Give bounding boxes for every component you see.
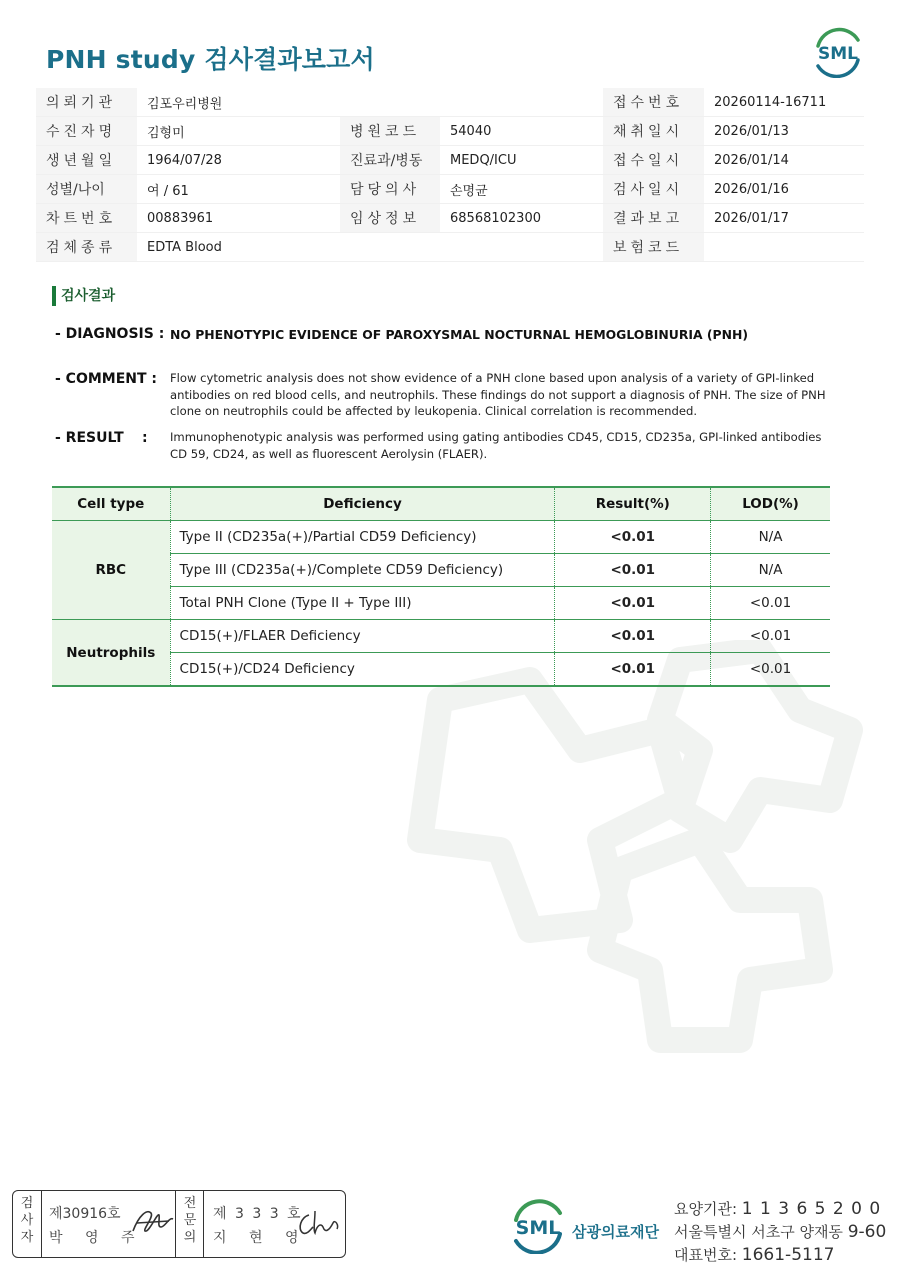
info-label (340, 233, 440, 262)
section-title: 검사결과 (52, 286, 115, 306)
lod-cell: <0.01 (711, 653, 830, 687)
info-value (704, 233, 864, 262)
sml-logo-text: SML (818, 44, 858, 64)
result-cell: <0.01 (555, 521, 711, 554)
info-label: 진료과/병동 (340, 146, 440, 175)
phone-label: 대표번호: (674, 1246, 742, 1264)
info-value: 김형미 (137, 117, 340, 146)
lod-cell: <0.01 (711, 620, 830, 653)
diagnosis-text: NO PHENOTYPIC EVIDENCE OF PAROXYSMAL NOCTURNAL HEMOGLOBINURIA (PNH) (170, 327, 749, 342)
signature-box (12, 1190, 346, 1258)
institution-code-label: 요양기관: (674, 1200, 742, 1218)
info-value: 54040 (440, 117, 603, 146)
institution-code-value: 1 1 3 6 5 2 0 0 (741, 1199, 882, 1219)
sml-footer-logo-text: SML (515, 1217, 561, 1239)
info-value: 여 / 61 (137, 175, 340, 204)
table-row (52, 521, 830, 554)
phone-line (674, 1244, 834, 1265)
info-row (36, 88, 864, 117)
info-row (36, 175, 864, 204)
examiner-signature-icon (129, 1205, 175, 1237)
info-label: 성별/나이 (36, 175, 137, 204)
result-text: Immunophenotypic analysis was performed using gating antibodies CD45, CD15, CD235a, GPI-linked antibodies CD 59, CD24, as well as fluorescent Aerolysin (FLAER). (170, 430, 822, 461)
deficiency-cell: CD15(+)/CD24 Deficiency (170, 653, 555, 687)
deficiency-cell: Type II (CD235a(+)/Partial CD59 Deficiency) (170, 521, 555, 554)
comment-label: - COMMENT : (55, 371, 158, 387)
specialist-signature-icon (295, 1207, 341, 1239)
result-table (52, 486, 830, 687)
info-label: 접수번호 (603, 88, 704, 117)
lod-cell: N/A (711, 554, 830, 587)
result-cell: <0.01 (555, 620, 711, 653)
lod-cell: N/A (711, 521, 830, 554)
foundation-name: 삼광의료재단 (572, 1223, 659, 1241)
info-label: 생년월일 (36, 146, 137, 175)
info-label (340, 88, 440, 117)
info-value: 20260114-16711 (704, 88, 864, 117)
examiner-license-no: 제30916호 (49, 1206, 121, 1222)
info-label: 검사일시 (603, 175, 704, 204)
info-label: 차트번호 (36, 204, 137, 233)
header-result: Result(%) (555, 487, 711, 521)
result-cell: <0.01 (555, 554, 711, 587)
info-label: 임상정보 (340, 204, 440, 233)
examiner-label (16, 1195, 38, 1246)
specialist-label-char: 의 (183, 1230, 197, 1245)
info-row (36, 117, 864, 146)
result-table-header (52, 487, 830, 521)
info-value: 1964/07/28 (137, 146, 340, 175)
info-label: 보험코드 (603, 233, 704, 262)
sml-logo-icon (810, 26, 866, 78)
examiner-label-char: 자 (20, 1230, 34, 1245)
info-value: MEDQ/ICU (440, 146, 603, 175)
info-label: 결과보고 (603, 204, 704, 233)
info-row (36, 146, 864, 175)
info-label: 채취일시 (603, 117, 704, 146)
info-value: 2026/01/16 (704, 175, 864, 204)
deficiency-cell: CD15(+)/FLAER Deficiency (170, 620, 555, 653)
examiner-label-char: 사 (20, 1213, 34, 1228)
header-deficiency: Deficiency (170, 487, 555, 521)
examiner-name: 박 영 주 (49, 1230, 144, 1246)
address-label: 서울특별시 서초구 양재동 (674, 1223, 848, 1241)
deficiency-cell: Total PNH Clone (Type II + Type III) (170, 587, 555, 620)
info-value: 2026/01/13 (704, 117, 864, 146)
watermark-cross-icon (380, 640, 880, 1060)
comment-text: Flow cytometric analysis does not show evidence of a PNH clone based upon analysis of a variety of GPI-linked antibodies on red blood cells, and neutrophils. These findings do not support a diagnosis of PNH. The size of PNH clone on neutrophils could be affected by leukopenia. Clinical correlation is recommended. (170, 371, 826, 418)
sml-footer-logo-icon (508, 1198, 568, 1254)
info-row (36, 233, 864, 262)
specialist-label-char: 문 (183, 1213, 197, 1228)
report-title: PNH study 검사결과보고서 (46, 45, 375, 74)
specialist-label (179, 1195, 201, 1246)
header-lod: LOD(%) (711, 487, 830, 521)
result-cell: <0.01 (555, 653, 711, 687)
info-value: 2026/01/17 (704, 204, 864, 233)
specialist-name: 지 현 영 (213, 1230, 308, 1246)
info-value: 00883961 (137, 204, 340, 233)
table-row (52, 620, 830, 653)
diagnosis-label: - DIAGNOSIS : (55, 326, 165, 342)
result-colon: : (142, 430, 148, 446)
institution-code-line (674, 1198, 881, 1219)
phone-value: 1661-5117 (741, 1245, 835, 1265)
info-value: EDTA Blood (137, 233, 340, 262)
result-label: - RESULT (55, 430, 124, 446)
group-rbc: RBC (52, 521, 170, 620)
specialist-license-no: 제 3 3 3 호 (213, 1206, 303, 1222)
info-label: 의뢰기관 (36, 88, 137, 117)
info-value (440, 88, 603, 117)
deficiency-cell: Type III (CD235a(+)/Complete CD59 Deficiency) (170, 554, 555, 587)
group-neutrophils: Neutrophils (52, 620, 170, 687)
info-value: 2026/01/14 (704, 146, 864, 175)
info-row (36, 204, 864, 233)
info-label: 담당의사 (340, 175, 440, 204)
info-label: 검체종류 (36, 233, 137, 262)
info-value: 68568102300 (440, 204, 603, 233)
patient-info-table (36, 88, 864, 262)
info-label: 병원코드 (340, 117, 440, 146)
info-value: 김포우리병원 (137, 88, 340, 117)
lod-cell: <0.01 (711, 587, 830, 620)
address-value: 9-60 (847, 1222, 887, 1242)
specialist-label-char: 전 (183, 1196, 197, 1211)
header-cell-type: Cell type (52, 487, 170, 521)
info-label: 접수일시 (603, 146, 704, 175)
address-line (674, 1221, 886, 1242)
info-value: 손명균 (440, 175, 603, 204)
examiner-label-char: 검 (20, 1196, 34, 1211)
info-value (440, 233, 603, 262)
info-label: 수진자명 (36, 117, 137, 146)
result-cell: <0.01 (555, 587, 711, 620)
